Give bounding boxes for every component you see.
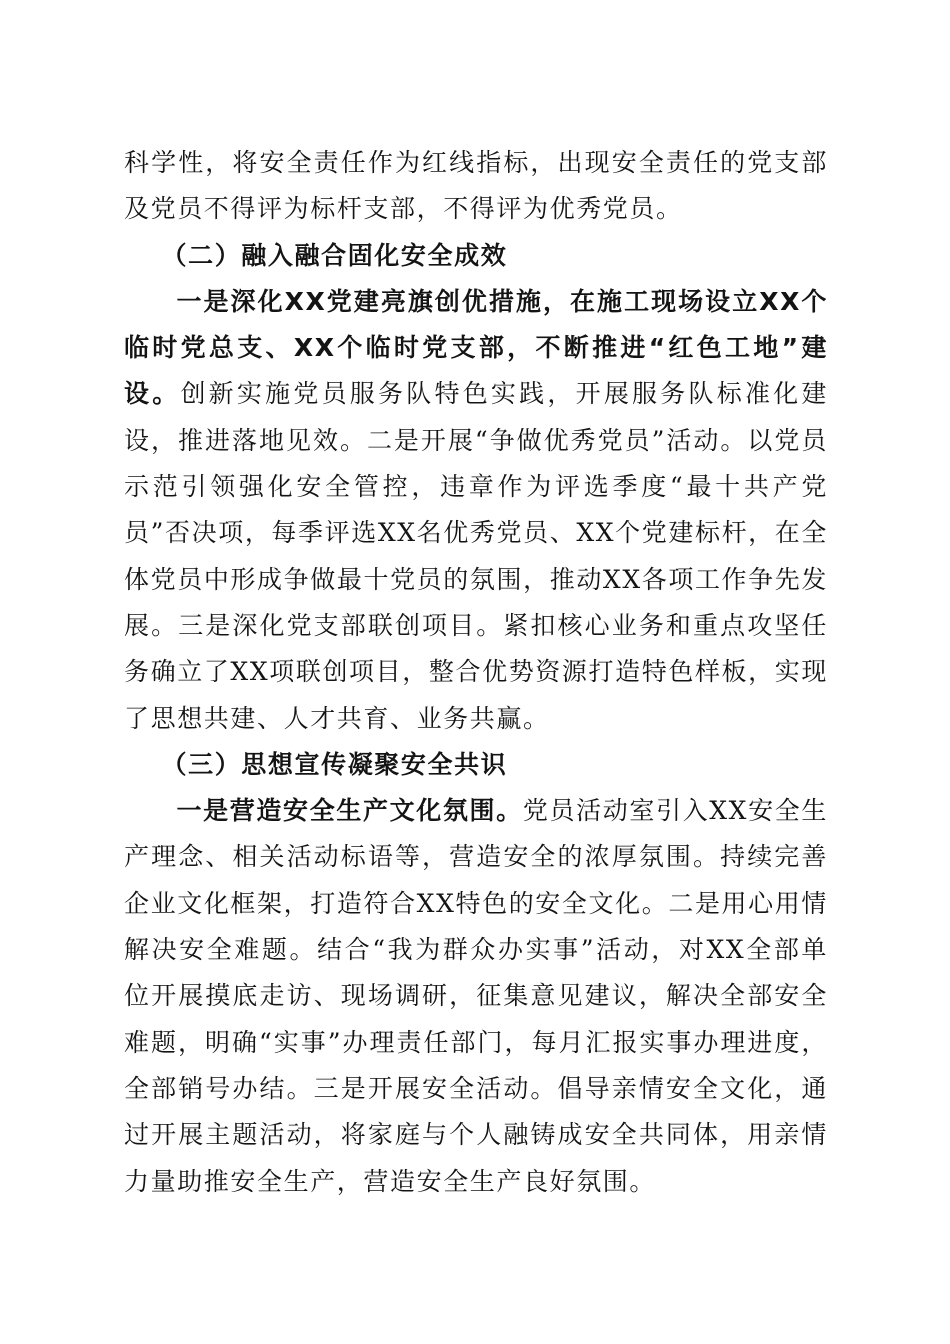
section-3-paragraph — [124, 788, 828, 1205]
document-body — [124, 140, 828, 1205]
section-3-lead-sentence: 一是营造安全生产文化氛围。 — [176, 796, 523, 826]
section-2-paragraph — [124, 279, 828, 742]
section-2-body-text: 创新实施党员服务队特色实践，开展服务队标准化建设，推进落地见效。二是开展“争做优秀党员”活动。以党员示范引领强化安全管控，违章作为评选季度“最十共产党员”否决项，每季评选XX名优秀党员、XX个党建标杆，在全体党员中形成争做最十党员的氛围，推动XX各项工作争先发展。三是深化党支部联创项目。紧扣核心业务和重点攻坚任务确立了XX项联创项目，整合优势资源打造特色样板，实现了思想共建、人才共育、业务共赢。 — [124, 379, 828, 733]
section-heading-3: （三）思想宣传凝聚安全共识 — [161, 749, 508, 779]
section-heading-2: （二）融入融合固化安全成效 — [161, 240, 508, 270]
section-3-body-text: 党员活动室引入XX安全生产理念、相关活动标语等，营造安全的浓厚氛围。持续完善企业文化框架，打造符合XX特色的安全文化。二是用心用情解决安全难题。结合“我为群众办实事”活动，对XX全部单位开展摸底走访、现场调研，征集意见建议，解决全部安全难题，明确“实事”办理责任部门，每月汇报实事办理进度，全部销号办结。三是开展安全活动。倡导亲情安全文化，通过开展主题活动，将家庭与个人融铸成安全共同体，用亲情力量助推安全生产，营造安全生产良好氛围。 — [124, 796, 828, 1196]
paragraph-text: 科学性，将安全责任作为红线指标，出现安全责任的党支部及党员不得评为标杆支部，不得评为优秀党员。 — [124, 148, 828, 224]
section-2-lead-sentence: 一是深化XX党建亮旗创优措施，在施工现场设立XX个临时党总支、XX个临时党支部，不断推进“红色工地”建设。 — [124, 286, 828, 409]
paragraph-continuation — [124, 140, 828, 233]
